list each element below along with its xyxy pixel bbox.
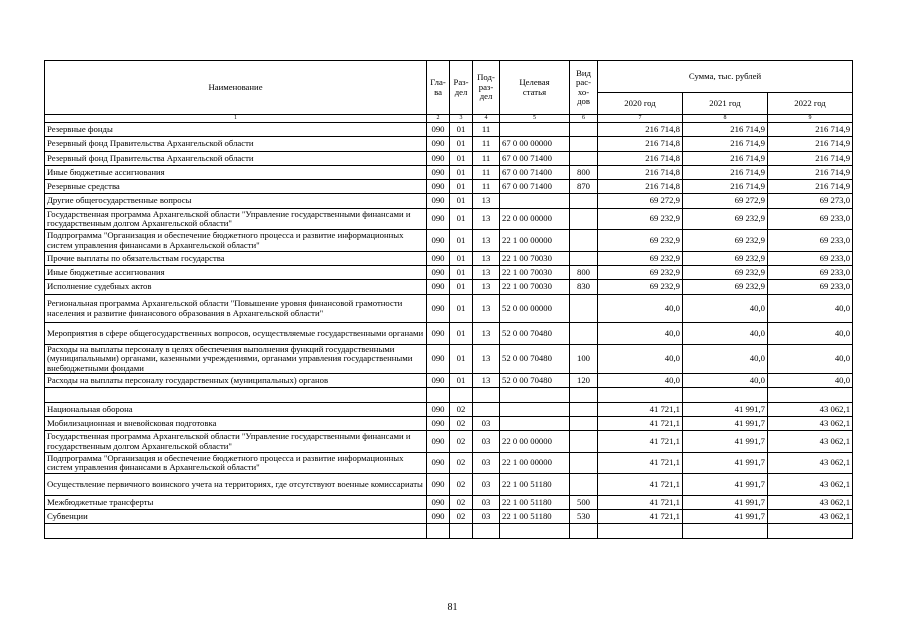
- row-glava: 090: [427, 151, 450, 165]
- row-sum-2022: 43 062,1: [768, 510, 853, 524]
- row-sum-2020: 41 721,1: [598, 402, 683, 416]
- row-sum-2021: 216 714,9: [683, 137, 768, 151]
- column-number: 2: [427, 115, 450, 123]
- table-row: [45, 510, 853, 524]
- row-expense-type: [570, 388, 598, 402]
- row-sum-2020: 216 714,8: [598, 123, 683, 137]
- header-podrazdel: Под- раз- дел: [473, 61, 500, 115]
- row-sum-2022: 43 062,1: [768, 431, 853, 453]
- row-sum-2022: 43 062,1: [768, 417, 853, 431]
- row-sum-2021: 216 714,9: [683, 180, 768, 194]
- row-glava: 090: [427, 123, 450, 137]
- table-row: [45, 251, 853, 265]
- row-target-item: 22 0 00 00000: [500, 208, 570, 230]
- row-expense-type: [570, 294, 598, 323]
- row-sum-2020: 216 714,8: [598, 165, 683, 179]
- table-row: [45, 388, 853, 402]
- row-podrazdel: 11: [473, 180, 500, 194]
- row-target-item: 67 0 00 00000: [500, 137, 570, 151]
- row-expense-type: [570, 208, 598, 230]
- row-target-item: 22 1 00 70030: [500, 266, 570, 280]
- row-name: Резервный фонд Правительства Архангельской области: [45, 151, 427, 165]
- row-razdel: 01: [450, 165, 473, 179]
- row-glava: 090: [427, 280, 450, 294]
- row-razdel: 02: [450, 402, 473, 416]
- row-razdel: 01: [450, 123, 473, 137]
- table-row: [45, 452, 853, 474]
- row-expense-type: [570, 323, 598, 345]
- row-sum-2022: 40,0: [768, 294, 853, 323]
- row-podrazdel: 03: [473, 417, 500, 431]
- row-sum-2022: [768, 524, 853, 538]
- row-podrazdel: 13: [473, 266, 500, 280]
- row-glava: 090: [427, 452, 450, 474]
- row-podrazdel: [473, 388, 500, 402]
- row-sum-2022: 69 233,0: [768, 280, 853, 294]
- table-row: [45, 266, 853, 280]
- row-podrazdel: 13: [473, 194, 500, 208]
- row-name: Субвенции: [45, 510, 427, 524]
- row-sum-2021: 69 232,9: [683, 266, 768, 280]
- row-sum-2021: 216 714,9: [683, 165, 768, 179]
- row-expense-type: 870: [570, 180, 598, 194]
- row-name: Прочие выплаты по обязательствам государства: [45, 251, 427, 265]
- row-name: Мобилизационная и вневойсковая подготовка: [45, 417, 427, 431]
- row-sum-2022: 69 233,0: [768, 230, 853, 252]
- row-name: Осуществление первичного воинского учета на территориях, где отсутствуют военные комиссариаты: [45, 474, 427, 496]
- row-sum-2022: [768, 388, 853, 402]
- row-razdel: 01: [450, 230, 473, 252]
- table-row: [45, 474, 853, 496]
- row-glava: 090: [427, 402, 450, 416]
- row-glava: 090: [427, 165, 450, 179]
- row-expense-type: [570, 402, 598, 416]
- row-sum-2020: 69 272,9: [598, 194, 683, 208]
- row-target-item: 52 0 00 70480: [500, 323, 570, 345]
- row-sum-2020: 69 232,9: [598, 251, 683, 265]
- row-razdel: 01: [450, 208, 473, 230]
- row-razdel: 01: [450, 251, 473, 265]
- row-sum-2020: [598, 524, 683, 538]
- row-sum-2020: 40,0: [598, 374, 683, 388]
- row-glava: 090: [427, 180, 450, 194]
- table-row: [45, 524, 853, 538]
- row-sum-2021: [683, 388, 768, 402]
- row-name: Мероприятия в сфере общегосударственных вопросов, осуществляемые государственными органами: [45, 323, 427, 345]
- row-podrazdel: 03: [473, 510, 500, 524]
- row-sum-2021: 69 232,9: [683, 280, 768, 294]
- table-row: [45, 344, 853, 373]
- row-sum-2022: 43 062,1: [768, 495, 853, 509]
- row-target-item: 22 1 00 51180: [500, 474, 570, 496]
- row-podrazdel: 03: [473, 474, 500, 496]
- row-expense-type: [570, 452, 598, 474]
- table-row: [45, 208, 853, 230]
- row-name: Другие общегосударственные вопросы: [45, 194, 427, 208]
- row-podrazdel: 11: [473, 137, 500, 151]
- column-number: 3: [450, 115, 473, 123]
- row-sum-2021: 69 272,9: [683, 194, 768, 208]
- row-expense-type: [570, 194, 598, 208]
- row-glava: 090: [427, 230, 450, 252]
- row-sum-2021: 41 991,7: [683, 495, 768, 509]
- row-expense-type: [570, 474, 598, 496]
- row-podrazdel: 13: [473, 230, 500, 252]
- row-target-item: [500, 123, 570, 137]
- row-glava: 090: [427, 251, 450, 265]
- column-number: 7: [598, 115, 683, 123]
- header-year-2020: 2020 год: [598, 93, 683, 115]
- row-razdel: 01: [450, 194, 473, 208]
- row-sum-2021: 69 232,9: [683, 251, 768, 265]
- row-razdel: 01: [450, 323, 473, 345]
- row-sum-2021: 41 991,7: [683, 510, 768, 524]
- row-podrazdel: [473, 402, 500, 416]
- row-razdel: [450, 388, 473, 402]
- row-glava: 090: [427, 417, 450, 431]
- row-expense-type: 800: [570, 266, 598, 280]
- column-number: 1: [45, 115, 427, 123]
- header-sum: Сумма, тыс. рублей: [598, 61, 853, 93]
- column-number: 6: [570, 115, 598, 123]
- row-sum-2021: 41 991,7: [683, 417, 768, 431]
- column-number: 8: [683, 115, 768, 123]
- row-target-item: 22 1 00 00000: [500, 452, 570, 474]
- row-sum-2021: 40,0: [683, 344, 768, 373]
- table-row: [45, 402, 853, 416]
- table-row: [45, 495, 853, 509]
- row-name: Государственная программа Архангельской области "Управление государственными финансами и государственным долгом Архангельской области": [45, 431, 427, 453]
- row-name: Национальная оборона: [45, 402, 427, 416]
- row-razdel: [450, 524, 473, 538]
- row-sum-2020: 41 721,1: [598, 474, 683, 496]
- row-podrazdel: 13: [473, 323, 500, 345]
- table-row: [45, 194, 853, 208]
- row-name: Исполнение судебных актов: [45, 280, 427, 294]
- row-sum-2022: 69 233,0: [768, 251, 853, 265]
- row-glava: 090: [427, 323, 450, 345]
- row-name: Межбюджетные трансферты: [45, 495, 427, 509]
- row-razdel: 01: [450, 374, 473, 388]
- row-sum-2020: 41 721,1: [598, 431, 683, 453]
- row-target-item: 67 0 00 71400: [500, 180, 570, 194]
- row-expense-type: 500: [570, 495, 598, 509]
- row-sum-2021: 41 991,7: [683, 431, 768, 453]
- row-expense-type: 120: [570, 374, 598, 388]
- table-row: [45, 180, 853, 194]
- row-expense-type: [570, 123, 598, 137]
- row-target-item: 67 0 00 71400: [500, 151, 570, 165]
- column-number: 9: [768, 115, 853, 123]
- row-sum-2022: 216 714,9: [768, 137, 853, 151]
- row-razdel: 01: [450, 266, 473, 280]
- row-sum-2022: 69 233,0: [768, 266, 853, 280]
- row-sum-2020: 41 721,1: [598, 417, 683, 431]
- row-sum-2022: 216 714,9: [768, 180, 853, 194]
- row-expense-type: 100: [570, 344, 598, 373]
- table-row: [45, 123, 853, 137]
- row-glava: 090: [427, 374, 450, 388]
- row-name: Расходы на выплаты персоналу государственных (муниципальных) органов: [45, 374, 427, 388]
- row-podrazdel: 11: [473, 123, 500, 137]
- header-name: Наименование: [45, 61, 427, 115]
- row-razdel: 02: [450, 495, 473, 509]
- table-row: [45, 137, 853, 151]
- table-row: [45, 431, 853, 453]
- row-name: Резервный фонд Правительства Архангельской области: [45, 137, 427, 151]
- table-row: [45, 417, 853, 431]
- row-podrazdel: 13: [473, 208, 500, 230]
- row-expense-type: 830: [570, 280, 598, 294]
- table-row: [45, 151, 853, 165]
- row-razdel: 01: [450, 180, 473, 194]
- row-target-item: [500, 388, 570, 402]
- row-target-item: 67 0 00 71400: [500, 165, 570, 179]
- row-name: Региональная программа Архангельской области "Повышение уровня финансовой грамотности населения и развитие финансового образования в Архангельской области": [45, 294, 427, 323]
- row-razdel: 02: [450, 417, 473, 431]
- column-number: 4: [473, 115, 500, 123]
- header-vid: Вид рас- хо- дов: [570, 61, 598, 115]
- row-glava: [427, 388, 450, 402]
- row-sum-2020: 69 232,9: [598, 280, 683, 294]
- row-name: Иные бюджетные ассигнования: [45, 165, 427, 179]
- page-number: 81: [447, 602, 458, 613]
- row-sum-2022: 40,0: [768, 374, 853, 388]
- row-sum-2021: 216 714,9: [683, 123, 768, 137]
- row-target-item: [500, 402, 570, 416]
- row-sum-2020: 40,0: [598, 344, 683, 373]
- row-name: Государственная программа Архангельской области "Управление государственными финансами и государственным долгом Архангельской области": [45, 208, 427, 230]
- row-target-item: 22 1 00 51180: [500, 495, 570, 509]
- row-glava: 090: [427, 344, 450, 373]
- row-expense-type: [570, 524, 598, 538]
- header-glava: Гла- ва: [427, 61, 450, 115]
- row-podrazdel: 13: [473, 344, 500, 373]
- row-expense-type: [570, 137, 598, 151]
- row-sum-2021: 216 714,9: [683, 151, 768, 165]
- row-razdel: 02: [450, 452, 473, 474]
- row-sum-2021: 69 232,9: [683, 208, 768, 230]
- row-podrazdel: 13: [473, 280, 500, 294]
- table-row: [45, 294, 853, 323]
- row-sum-2020: 216 714,8: [598, 137, 683, 151]
- row-sum-2020: 41 721,1: [598, 452, 683, 474]
- row-glava: 090: [427, 431, 450, 453]
- row-sum-2022: 216 714,9: [768, 165, 853, 179]
- table-row: [45, 280, 853, 294]
- row-glava: 090: [427, 495, 450, 509]
- row-glava: 090: [427, 194, 450, 208]
- row-name: Расходы на выплаты персоналу в целях обеспечения выполнения функций государственными (муниципальными) органами, казенными учреждениями, органами управления государственными внебюджетными фондами: [45, 344, 427, 373]
- row-target-item: 52 0 00 70480: [500, 374, 570, 388]
- header-target: Целевая статья: [500, 61, 570, 115]
- row-razdel: 01: [450, 344, 473, 373]
- row-sum-2022: 40,0: [768, 344, 853, 373]
- table-row: [45, 323, 853, 345]
- row-name: Подпрограмма "Организация и обеспечение бюджетного процесса и развитие информационных систем управления финансами в Архангельской области": [45, 230, 427, 252]
- row-target-item: 22 1 00 70030: [500, 280, 570, 294]
- row-sum-2022: 43 062,1: [768, 402, 853, 416]
- row-podrazdel: 03: [473, 495, 500, 509]
- header-year-2021: 2021 год: [683, 93, 768, 115]
- row-sum-2022: 216 714,9: [768, 151, 853, 165]
- row-podrazdel: [473, 524, 500, 538]
- row-target-item: 22 1 00 70030: [500, 251, 570, 265]
- row-sum-2020: 69 232,9: [598, 208, 683, 230]
- row-target-item: 22 0 00 00000: [500, 431, 570, 453]
- row-target-item: [500, 524, 570, 538]
- row-glava: 090: [427, 208, 450, 230]
- row-sum-2021: 41 991,7: [683, 452, 768, 474]
- row-name: [45, 388, 427, 402]
- row-razdel: 02: [450, 474, 473, 496]
- row-glava: 090: [427, 137, 450, 151]
- row-razdel: 01: [450, 151, 473, 165]
- row-glava: 090: [427, 266, 450, 280]
- row-target-item: [500, 417, 570, 431]
- row-razdel: 01: [450, 280, 473, 294]
- row-expense-type: [570, 251, 598, 265]
- table-row: [45, 230, 853, 252]
- row-sum-2020: 69 232,9: [598, 230, 683, 252]
- table-row: [45, 165, 853, 179]
- row-sum-2021: 41 991,7: [683, 474, 768, 496]
- row-podrazdel: 13: [473, 374, 500, 388]
- row-expense-type: 530: [570, 510, 598, 524]
- row-expense-type: [570, 230, 598, 252]
- row-target-item: 52 0 00 70480: [500, 344, 570, 373]
- row-target-item: [500, 194, 570, 208]
- row-sum-2022: 43 062,1: [768, 452, 853, 474]
- row-glava: 090: [427, 474, 450, 496]
- row-sum-2022: 40,0: [768, 323, 853, 345]
- row-target-item: 52 0 00 00000: [500, 294, 570, 323]
- row-target-item: 22 1 00 51180: [500, 510, 570, 524]
- header-razdel: Раз- дел: [450, 61, 473, 115]
- row-expense-type: [570, 417, 598, 431]
- row-podrazdel: 03: [473, 431, 500, 453]
- row-glava: [427, 524, 450, 538]
- row-podrazdel: 13: [473, 294, 500, 323]
- column-number: 5: [500, 115, 570, 123]
- row-name: Подпрограмма "Организация и обеспечение бюджетного процесса и развитие информационных систем управления финансами в Архангельской области": [45, 452, 427, 474]
- row-podrazdel: 11: [473, 151, 500, 165]
- row-razdel: 02: [450, 431, 473, 453]
- row-sum-2022: 43 062,1: [768, 474, 853, 496]
- row-sum-2020: 41 721,1: [598, 510, 683, 524]
- row-podrazdel: 13: [473, 251, 500, 265]
- row-glava: 090: [427, 510, 450, 524]
- row-sum-2021: 41 991,7: [683, 402, 768, 416]
- row-sum-2022: 69 273,0: [768, 194, 853, 208]
- row-expense-type: [570, 151, 598, 165]
- row-sum-2022: 216 714,9: [768, 123, 853, 137]
- row-razdel: 02: [450, 510, 473, 524]
- row-sum-2020: 69 232,9: [598, 266, 683, 280]
- row-glava: 090: [427, 294, 450, 323]
- row-sum-2021: 40,0: [683, 323, 768, 345]
- row-name: Резервные фонды: [45, 123, 427, 137]
- row-target-item: 22 1 00 00000: [500, 230, 570, 252]
- row-podrazdel: 03: [473, 452, 500, 474]
- row-sum-2020: 40,0: [598, 323, 683, 345]
- table-row: [45, 374, 853, 388]
- row-sum-2022: 69 233,0: [768, 208, 853, 230]
- row-sum-2020: 40,0: [598, 294, 683, 323]
- row-sum-2020: 216 714,8: [598, 151, 683, 165]
- row-razdel: 01: [450, 137, 473, 151]
- row-name: Резервные средства: [45, 180, 427, 194]
- row-expense-type: 800: [570, 165, 598, 179]
- row-expense-type: [570, 431, 598, 453]
- row-sum-2020: 41 721,1: [598, 495, 683, 509]
- header-year-2022: 2022 год: [768, 93, 853, 115]
- row-sum-2021: 40,0: [683, 374, 768, 388]
- row-podrazdel: 11: [473, 165, 500, 179]
- row-sum-2021: 69 232,9: [683, 230, 768, 252]
- row-razdel: 01: [450, 294, 473, 323]
- row-name: Иные бюджетные ассигнования: [45, 266, 427, 280]
- row-sum-2020: [598, 388, 683, 402]
- row-name: [45, 524, 427, 538]
- row-sum-2020: 216 714,8: [598, 180, 683, 194]
- budget-table: [44, 60, 853, 539]
- row-sum-2021: 40,0: [683, 294, 768, 323]
- row-sum-2021: [683, 524, 768, 538]
